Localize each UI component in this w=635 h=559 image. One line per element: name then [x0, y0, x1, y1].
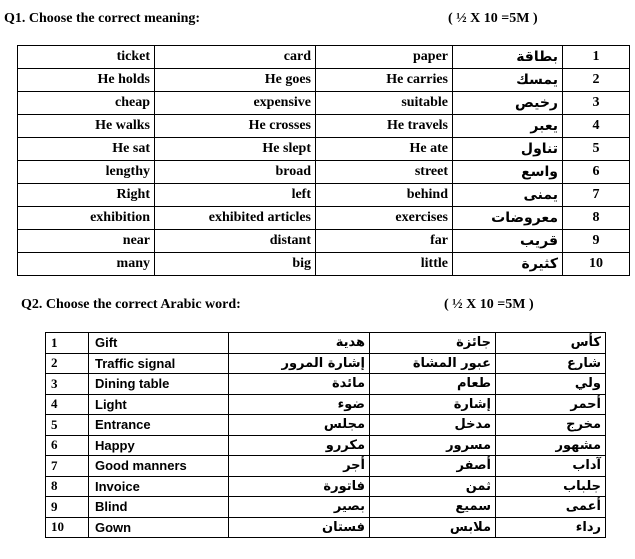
q2-english-word: Happy — [89, 435, 229, 456]
q2-title: Q2. Choose the correct Arabic word: — [21, 297, 241, 312]
q2-option-2: ملابس — [370, 517, 496, 538]
q1-option-2: expensive — [155, 92, 316, 115]
q2-option-2: طعام — [370, 374, 496, 395]
q1-option-1: He walks — [18, 115, 155, 138]
q1-option-3: He travels — [316, 115, 453, 138]
q1-option-3: He carries — [316, 69, 453, 92]
q1-option-3: street — [316, 161, 453, 184]
q2-option-3: شارع — [496, 353, 606, 374]
q2-english-word: Gown — [89, 517, 229, 538]
q2-option-2: إشارة — [370, 394, 496, 415]
q2-option-3: أحمر — [496, 394, 606, 415]
q1-option-2: exhibited articles — [155, 207, 316, 230]
q1-marks: ( ½ X 10 =5M ) — [448, 11, 538, 26]
q2-row-number: 4 — [46, 394, 89, 415]
q2-option-3: ولي — [496, 374, 606, 395]
q2-row — [46, 415, 606, 436]
q2-row-number: 1 — [46, 333, 89, 354]
q1-row-number: 5 — [563, 138, 630, 161]
q1-row — [18, 207, 630, 230]
q2-english-word: Blind — [89, 497, 229, 518]
q1-option-1: exhibition — [18, 207, 155, 230]
q1-table — [17, 45, 630, 276]
q2-row-number: 2 — [46, 353, 89, 374]
q2-row — [46, 517, 606, 538]
q2-english-word: Gift — [89, 333, 229, 354]
q1-option-2: He slept — [155, 138, 316, 161]
q1-option-2: card — [155, 46, 316, 69]
q1-arabic-word: بطاقة — [453, 46, 563, 69]
q1-option-2: left — [155, 184, 316, 207]
q1-arabic-word: يعبر — [453, 115, 563, 138]
q1-row — [18, 230, 630, 253]
q1-arabic-word: معروضات — [453, 207, 563, 230]
q1-option-1: ticket — [18, 46, 155, 69]
q2-row-number: 9 — [46, 497, 89, 518]
q1-row-number: 9 — [563, 230, 630, 253]
q1-row-number: 10 — [563, 253, 630, 276]
q1-row-number: 1 — [563, 46, 630, 69]
q2-option-2: أصفر — [370, 456, 496, 477]
q2-row-number: 6 — [46, 435, 89, 456]
q2-option-2: ثمن — [370, 476, 496, 497]
q2-row — [46, 456, 606, 477]
q2-row-number: 8 — [46, 476, 89, 497]
q2-option-1: بصير — [229, 497, 370, 518]
q2-option-1: فستان — [229, 517, 370, 538]
q2-option-1: فاتورة — [229, 476, 370, 497]
q2-option-2: جائزة — [370, 333, 496, 354]
q1-option-2: He crosses — [155, 115, 316, 138]
q1-option-1: many — [18, 253, 155, 276]
q1-option-3: behind — [316, 184, 453, 207]
q2-row-number: 7 — [46, 456, 89, 477]
q2-option-2: عبور المشاة — [370, 353, 496, 374]
q2-option-3: أعمى — [496, 497, 606, 518]
q2-option-1: إشارة المرور — [229, 353, 370, 374]
q2-row-number: 3 — [46, 374, 89, 395]
q1-arabic-word: رخيص — [453, 92, 563, 115]
q1-row-number: 4 — [563, 115, 630, 138]
q2-english-word: Traffic signal — [89, 353, 229, 374]
q1-option-3: suitable — [316, 92, 453, 115]
q1-option-1: near — [18, 230, 155, 253]
q1-option-2: distant — [155, 230, 316, 253]
q2-option-3: رداء — [496, 517, 606, 538]
q1-option-2: He goes — [155, 69, 316, 92]
q1-title: Q1. Choose the correct meaning: — [4, 11, 201, 26]
q1-row — [18, 184, 630, 207]
q2-english-word: Light — [89, 394, 229, 415]
q2-option-1: مائدة — [229, 374, 370, 395]
q1-option-3: exercises — [316, 207, 453, 230]
q2-row — [46, 394, 606, 415]
q2-option-3: جلباب — [496, 476, 606, 497]
q2-option-1: هدية — [229, 333, 370, 354]
q2-english-word: Good manners — [89, 456, 229, 477]
q2-row — [46, 476, 606, 497]
q1-option-3: little — [316, 253, 453, 276]
q1-option-2: big — [155, 253, 316, 276]
q1-row-number: 8 — [563, 207, 630, 230]
q1-option-3: paper — [316, 46, 453, 69]
q1-arabic-word: تناول — [453, 138, 563, 161]
q2-option-1: ضوء — [229, 394, 370, 415]
q1-row — [18, 69, 630, 92]
q1-option-2: broad — [155, 161, 316, 184]
q1-row — [18, 46, 630, 69]
q2-option-3: مخرج — [496, 415, 606, 436]
q1-row-number: 6 — [563, 161, 630, 184]
q2-english-word: Entrance — [89, 415, 229, 436]
q1-row — [18, 115, 630, 138]
q1-arabic-word: كثيرة — [453, 253, 563, 276]
q2-option-2: مسرور — [370, 435, 496, 456]
q2-row-number: 10 — [46, 517, 89, 538]
q1-option-1: cheap — [18, 92, 155, 115]
q1-option-1: He sat — [18, 138, 155, 161]
q2-row — [46, 333, 606, 354]
q2-option-2: مدخل — [370, 415, 496, 436]
q1-row — [18, 92, 630, 115]
q1-option-1: Right — [18, 184, 155, 207]
q1-option-1: lengthy — [18, 161, 155, 184]
q1-arabic-word: قريب — [453, 230, 563, 253]
q2-option-3: مشهور — [496, 435, 606, 456]
q2-option-1: مكررو — [229, 435, 370, 456]
q2-row — [46, 497, 606, 518]
q1-option-3: far — [316, 230, 453, 253]
q2-english-word: Invoice — [89, 476, 229, 497]
q2-option-3: آداب — [496, 456, 606, 477]
q1-arabic-word: يمنى — [453, 184, 563, 207]
q2-option-1: أجر — [229, 456, 370, 477]
q1-arabic-word: واسع — [453, 161, 563, 184]
q2-table — [45, 332, 606, 538]
q2-row — [46, 374, 606, 395]
q2-option-2: سميع — [370, 497, 496, 518]
q1-row — [18, 161, 630, 184]
q1-row — [18, 138, 630, 161]
q2-row — [46, 353, 606, 374]
q1-row-number: 2 — [563, 69, 630, 92]
q1-row-number: 7 — [563, 184, 630, 207]
q1-row — [18, 253, 630, 276]
q2-marks: ( ½ X 10 =5M ) — [444, 297, 534, 312]
q2-english-word: Dining table — [89, 374, 229, 395]
q2-option-3: كأس — [496, 333, 606, 354]
q1-row-number: 3 — [563, 92, 630, 115]
q1-arabic-word: يمسك — [453, 69, 563, 92]
q2-option-1: مجلس — [229, 415, 370, 436]
q2-row — [46, 435, 606, 456]
q2-row-number: 5 — [46, 415, 89, 436]
q1-option-3: He ate — [316, 138, 453, 161]
q1-option-1: He holds — [18, 69, 155, 92]
